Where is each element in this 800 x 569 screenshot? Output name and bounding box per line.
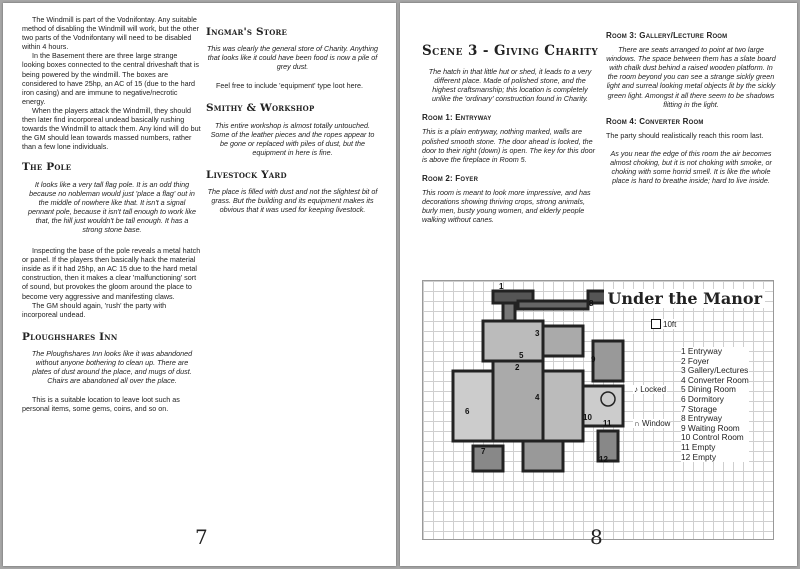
- map-legend: [681, 347, 749, 462]
- room-3-description: There are seats arranged to point at two large windows. The space between them has a slate board with chalk dust behind a raised wooden platform. In the room beyond you can see a strange sickly green light and surreal looking metal objects lit by the sickly green light. Amongst it all there seem to be shadows flitting in the light.: [606, 45, 776, 109]
- smithy-description: This entire workshop is almost totally untouched. Some of the leather pieces and the ropes appear to be gone or replaced with piles of dust, but the equipment in here is fine.: [210, 120, 375, 157]
- room-number-2: 2: [515, 363, 520, 372]
- heading-the-pole: The Pole: [22, 161, 72, 174]
- legend-item: 3 Gallery/Lectures: [681, 365, 749, 376]
- basement-paragraph: In the Basement there are three large strange looking boxes connected to the central driveshaft that is being powered by the windmill. The boxes are considered to have 25hp, an AC of 15 (due to the hard iron casing) and are immune to negative/necrotic energy.: [22, 51, 199, 106]
- heading-smithy-workshop: Smithy & Workshop: [206, 102, 315, 115]
- room-number-12: 12: [599, 455, 608, 464]
- map-title: Under the Manor: [604, 289, 765, 308]
- page-8: [400, 3, 797, 566]
- heading-room-4: Room 4: Converter Room: [606, 116, 704, 126]
- locked-legend: [633, 385, 667, 394]
- window-label: Window: [641, 419, 671, 428]
- right-column-2: [606, 31, 776, 193]
- legend-item: 2 Foyer: [681, 355, 710, 366]
- manor-map: [422, 280, 774, 540]
- pole-inspect-paragraph: Inspecting the base of the pole reveals a metal hatch or panel. If the players then basically hack the material inside as if it had 25hp, an AC 15 due to the hard metal construction, then it makes a clear 'malfunctioning' sort of sound, but provokes the gloom around the place to become very aggressive and manifesting claws.: [22, 246, 201, 301]
- page-7: [3, 3, 396, 566]
- heading-ingmars-store: Ingmar's Store: [206, 26, 288, 38]
- page-number-7: 7: [195, 525, 208, 549]
- room-number-10: 10: [583, 413, 592, 422]
- room-number-4: 4: [535, 393, 540, 402]
- livestock-description: The place is filled with dust and not the slightest bit of grass. But the building and its equipment makes its obvious that it was used for keeping livestock.: [207, 187, 378, 215]
- map-scale: [651, 319, 676, 329]
- right-column-1: [422, 67, 598, 232]
- page-number-8: 8: [590, 525, 603, 549]
- heading-room-3: Room 3: Gallery/Lecture Room: [606, 31, 728, 40]
- heading-livestock-yard: Livestock Yard: [206, 168, 287, 181]
- room-number-11: 11: [603, 419, 612, 428]
- heading-room-2: Room 2: Foyer: [422, 173, 479, 183]
- pole-description: It looks like a very tall flag pole. It is an odd thing because no nobleman would just 'place a flag' out in the middle of nowhere like that. It isn't a signal pennant pole, because it isn't tall enough to work like that, the hill just wouldn't be tall enough. It has a strong stone base.: [28, 179, 196, 234]
- room-number-8: 8: [589, 299, 594, 308]
- scale-square-icon: [651, 319, 661, 329]
- inn-description: The Ploughshares Inn looks like it was abandoned without anyone bothering to clean up. There are plates of dust around the place, and mugs of dust. Chairs are abandoned all over the place.: [31, 348, 193, 386]
- room-4-description: As you near the edge of this room the air becomes almost choking, but it is not choking with smoke, or choking with some horrid smell. It is like the whole place is hard to breathe inside; hard to live inside.: [610, 148, 772, 186]
- room-number-3: 3: [535, 329, 540, 338]
- windmill-paragraph: The Windmill is part of the Vodnifontay. Any suitable method of disabling the Windmill will work, but the other two parts of the Vodnifontany will need to be disabled within 4 hours.: [22, 15, 199, 52]
- legend-item: 12 Empty: [681, 451, 717, 462]
- room-number-9: 9: [591, 355, 596, 364]
- locked-label: Locked: [640, 385, 667, 394]
- room-2-description: This room is meant to look more impressive, and has decorations showing thriving crops, strong animals, burly men, busty young women, and elderly people walking without canes.: [422, 187, 591, 225]
- room-number-5: 5: [519, 351, 524, 360]
- room-number-7: 7: [481, 447, 486, 456]
- legend-item: 6 Dormitory: [681, 393, 724, 404]
- room-number-1: 1: [499, 282, 504, 291]
- legend-item: 8 Entryway: [681, 413, 723, 424]
- lock-icon: ♪: [634, 385, 638, 394]
- heading-ploughshares-inn: Ploughshares Inn: [22, 330, 118, 343]
- room-number-6: 6: [465, 407, 470, 416]
- window-legend: [633, 419, 671, 428]
- left-column-2: [206, 28, 379, 222]
- store-loot-paragraph: Feel free to include 'equipment' type loot here.: [216, 81, 363, 91]
- legend-item: 5 Dining Room: [681, 384, 736, 395]
- legend-item: 9 Waiting Room: [681, 422, 740, 433]
- pole-rush-paragraph: The GM should again, 'rush' the party with incorporeal undead.: [22, 300, 167, 319]
- window-icon: ∩: [634, 419, 640, 428]
- legend-item: 4 Converter Room: [681, 374, 749, 385]
- scale-label: 10ft: [663, 319, 677, 329]
- legend-item: 11 Empty: [681, 441, 716, 452]
- left-column-1: [22, 15, 202, 421]
- legend-item: 7 Storage: [681, 403, 717, 414]
- inn-loot-paragraph: This is a suitable location to leave loot such as personal items, some gems, coins, and so on.: [22, 395, 180, 414]
- hatch-description: The hatch in that little hut or shed, it leads to a very different place. Made of polished stone, and the highest craftsmanship; this location is completely unlike the 'ordinary' construction found in Charity.: [428, 67, 592, 104]
- legend-item: 10 Control Room: [681, 432, 744, 443]
- room-1-description: This is a plain entryway, nothing marked, walls are polished smooth stone. The door ahead is locked, the door to their right (down) is open. The key for this door is above the fireplace in Room 5.: [422, 127, 595, 164]
- room-4-note: The party should realistically reach this room last.: [606, 130, 764, 140]
- scene-title: Scene 3 - Giving Charity: [422, 43, 599, 59]
- undead-paragraph: When the players attack the Windmill, they should then later find incorporeal undead basically rushing towards the Windmill to attack them. Any kind will do but the GM should lean towards massed numbers, rather than a few lone individuals.: [22, 105, 201, 152]
- heading-room-1: Room 1: Entryway: [422, 113, 492, 123]
- store-description: This was clearly the general store of Charity. Anything that looks like it could have been food is now a pile of grey dust.: [207, 44, 378, 72]
- legend-item: 1 Entryway: [681, 346, 723, 356]
